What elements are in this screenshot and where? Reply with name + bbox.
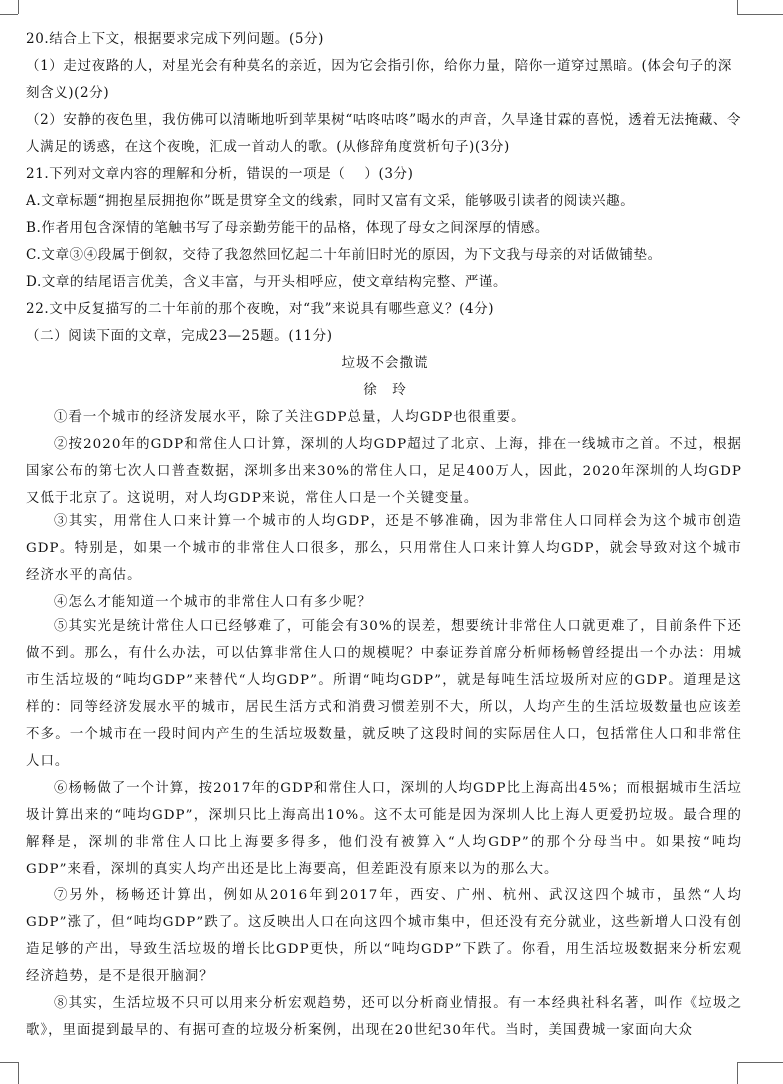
article-paragraph-1: ①看一个城市的经济发展水平，除了关注GDP总量，人均GDP也很重要。 (54, 410, 526, 425)
section-2-heading: （二）阅读下面的文章，完成23—25题。(11分) (26, 328, 333, 344)
question-21-option-b: B.作者用包含深情的笔触书写了母亲勤劳能干的品格，体现了母女之间深厚的情感。 (26, 220, 550, 236)
question-20-stem: 20.结合上下文，根据要求完成下列问题。(5分) (26, 31, 324, 47)
article-title: 垃圾不会撒谎 (341, 355, 429, 371)
crop-mark (0, 1062, 18, 1063)
question-20-part-1: （1）走过夜路的人，对星光会有种莫名的亲近，因为它会指引你，给你力量，陪你一道穿过黑暗。(体会句子的深刻含义)(2分) (26, 58, 732, 101)
question-21-option-a: A.文章标题“拥抱星辰拥抱你”既是贯穿全文的线索，同时又富有文采，能够吸引读者的阅读兴趣。 (26, 193, 635, 209)
article-paragraph-3: ③其实，用常住人口来计算一个城市的人均GDP，还是不够准确，因为非常住人口同样会为这个城市创造GDP。特别是，如果一个城市的非常住人口很多，那么，只用常住人口来计算人均GDP，就会导致对这个城市经济水平的高估。 (26, 514, 742, 583)
article-paragraph-6: ⑥杨畅做了一个计算，按2017年的GDP和常住人口，深圳的人均GDP比上海高出45%；而根据城市生活垃圾计算出来的“吨均GDP”，深圳只比上海高出10%。这不太可能是因为深圳人比上海人更爱扔垃圾。最合理的解释是，深圳的非常住人口比上海要多得多，他们没有被算入“人均GDP”的那个分母当中。如果按“吨均GDP”来看，深圳的真实人均产出还是比上海要高，但差距没有原来以为的那么大。 (26, 781, 742, 877)
question-21-option-c: C.文章③④段属于倒叙，交待了我忽然回忆起二十年前旧时光的原因，为下文我与母亲的对话做铺垫。 (26, 247, 662, 263)
article-paragraph-4: ④怎么才能知道一个城市的非常住人口有多少呢？ (54, 595, 372, 610)
question-21-option-d: D.文章的结尾语言优美，含义丰富，与开头相呼应，使文章结构完整、严谨。 (26, 274, 508, 290)
crop-mark (737, 1062, 738, 1084)
question-21-stem: 21.下列对文章内容的理解和分析，错误的一项是（ ）(3分) (26, 166, 414, 182)
article-author: 徐 玲 (363, 382, 407, 398)
question-20-part-2: （2）安静的夜色里，我仿佛可以清晰地听到苹果树“咕咚咕咚”喝水的声音，久旱逢甘霖的喜悦，透着无法掩藏、令人满足的诱惑，在这个夜晚，汇成一首动人的歌。(从修辞角度赏析句子)(3分) (26, 112, 742, 155)
article-paragraph-5: ⑤其实光是统计常住人口已经够难了，可能会有30%的误差，想要统计非常住人口就更难了，目前条件下还做不到。那么，有什么办法，可以估算非常住人口的规模呢？中泰证券首席分析师杨畅曾经提出一个办法：用城市生活垃圾的“吨均GDP”来替代“人均GDP”。所谓“吨均GDP”，就是每吨生活垃圾所对应的GDP。道理是这样的：同等经济发展水平的城市，居民生活方式和消费习惯差别不大，所以，人均产生的生活垃圾数量也应该差不多。一个城市在一段时间内产生的生活垃圾数量，就反映了这段时间的实际居住人口，包括常住人口和非常住人口。 (26, 619, 742, 769)
article-paragraph-2: ②按2020年的GDP和常住人口计算，深圳的人均GDP超过了北京、上海，排在一线城市之首。不过，根据国家公布的第七次人口普查数据，深圳多出来30%的常住人口，足足400万人，因此，2020年深圳的人均GDP又低于北京了。这说明，对人均GDP来说，常住人口是一个关键变量。 (26, 437, 742, 506)
crop-mark (0, 14, 18, 15)
crop-mark (737, 14, 783, 15)
article-paragraph-8: ⑧其实，生活垃圾不只可以用来分析宏观趋势，还可以分析商业情报。有一本经典社科名著，叫作《垃圾之歌》，里面提到最早的、有据可查的垃圾分析案例，出现在20世纪30年代。当时，美国费城一家面向大众 (26, 996, 742, 1038)
crop-mark (737, 1062, 783, 1063)
crop-mark (737, 0, 738, 14)
article-paragraph-7: ⑦另外，杨畅还计算出，例如从2016年到2017年，西安、广州、杭州、武汉这四个城市，虽然“人均GDP”涨了，但“吨均GDP”跌了。这反映出人口在向这四个城市集中，但还没有充分就业，这些新增人口没有创造足够的产出，导致生活垃圾的增长比GDP更快，所以“吨均GDP”下跌了。你看，用生活垃圾数据来分析宏观经济趋势，是不是很开脑洞？ (26, 888, 742, 984)
question-22: 22.文中反复描写的二十年前的那个夜晚，对“我”来说具有哪些意义？(4分) (26, 301, 495, 317)
crop-mark (18, 1062, 19, 1084)
crop-mark (18, 0, 19, 14)
